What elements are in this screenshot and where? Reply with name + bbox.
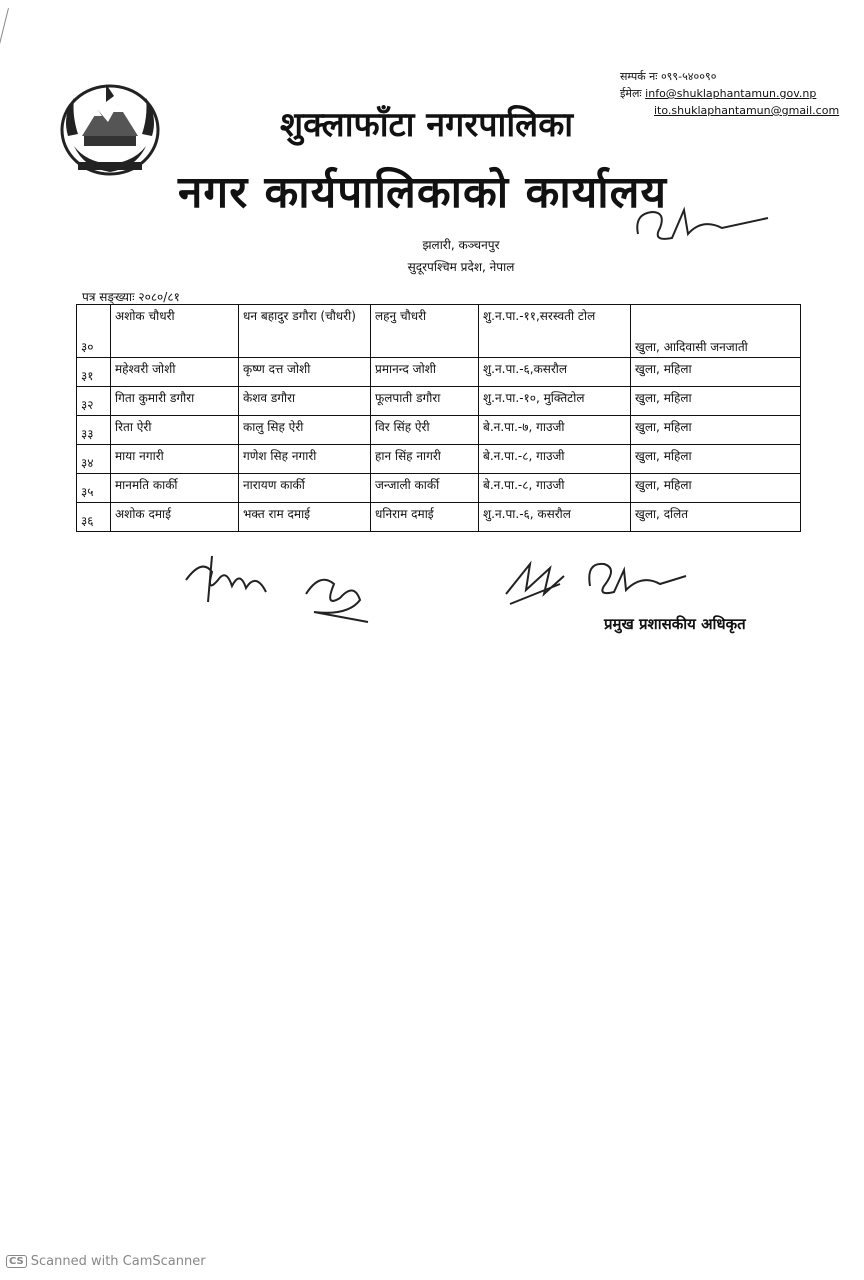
signatory-title: प्रमुख प्रशासकीय अधिकृत	[604, 615, 746, 633]
cell-address: शु.न.पा.-११,सरस्वती टोल	[479, 305, 631, 358]
candidate-table	[76, 304, 801, 532]
cell-category: खुला, आदिवासी जनजाती	[631, 305, 801, 358]
cell-name: गिता कुमारी डगौरा	[111, 387, 239, 416]
cell-father: कालु सिह ऐरी	[239, 416, 371, 445]
email-link-1[interactable]: info@shuklaphantamun.gov.np	[645, 87, 817, 100]
cell-address: बे.न.पा.-८, गाउजी	[479, 445, 631, 474]
cell-father: गणेश सिह नगारी	[239, 445, 371, 474]
scan-edge-line	[0, 8, 9, 222]
signature-1	[182, 550, 272, 606]
contact-block	[620, 68, 839, 119]
cell-grandfather: प्रमानन्द जोशी	[371, 358, 479, 387]
office-name: नगर कार्यपालिकाको कार्यालय	[178, 167, 667, 218]
cell-num: ३५	[77, 474, 111, 503]
cell-father: केशव डगौरा	[239, 387, 371, 416]
cell-name: अशोक चौधरी	[111, 305, 239, 358]
address-line-1: झलारी, कञ्चनपुर	[422, 238, 500, 252]
cell-category: खुला, महिला	[631, 358, 801, 387]
camscanner-watermark	[6, 1254, 206, 1269]
cell-father: कृष्ण दत्त जोशी	[239, 358, 371, 387]
address-line-2: सुदूरपश्चिम प्रदेश, नेपाल	[407, 260, 515, 274]
cell-address: बे.न.पा.-८, गाउजी	[479, 474, 631, 503]
office-address	[396, 234, 526, 278]
cell-father: नारायण कार्की	[239, 474, 371, 503]
cell-category: खुला, दलित	[631, 503, 801, 532]
table-row	[77, 416, 801, 445]
cell-name: अशोक दमाई	[111, 503, 239, 532]
cell-grandfather: फूलपाती डगौरा	[371, 387, 479, 416]
cell-father: भक्त राम दमाई	[239, 503, 371, 532]
table-row	[77, 474, 801, 503]
cell-grandfather: हान सिंह नागरी	[371, 445, 479, 474]
header-signature	[632, 198, 772, 250]
cell-category: खुला, महिला	[631, 445, 801, 474]
cell-grandfather: विर सिंह ऐरी	[371, 416, 479, 445]
cell-category: खुला, महिला	[631, 416, 801, 445]
signature-2	[300, 564, 372, 630]
cell-name: रिता ऐरी	[111, 416, 239, 445]
cell-address: बे.न.पा.-७, गाउजी	[479, 416, 631, 445]
cell-address: शु.न.पा.-६, कसरौल	[479, 503, 631, 532]
cell-address: शु.न.पा.-१०, मुक्तिटोल	[479, 387, 631, 416]
cell-name: मानमति कार्की	[111, 474, 239, 503]
cell-grandfather: जन्जाली कार्की	[371, 474, 479, 503]
table-row	[77, 305, 801, 358]
camscanner-text: Scanned with CamScanner	[30, 1254, 206, 1269]
cell-num: ३४	[77, 445, 111, 474]
signature-4	[580, 556, 690, 606]
cell-father: धन बहादुर डगौरा (चौधरी)	[239, 305, 371, 358]
cell-grandfather: लहनु चौधरी	[371, 305, 479, 358]
cell-category: खुला, महिला	[631, 474, 801, 503]
table-row	[77, 503, 801, 532]
table-row	[77, 358, 801, 387]
cell-name: माया नगारी	[111, 445, 239, 474]
cell-num: ३२	[77, 387, 111, 416]
cell-num: ३६	[77, 503, 111, 532]
letter-reference-number: पत्र सङ्ख्याः २०८०/८१	[82, 290, 180, 304]
nepal-emblem-icon	[54, 76, 166, 180]
cell-name: महेश्वरी जोशी	[111, 358, 239, 387]
cell-grandfather: धनिराम दमाई	[371, 503, 479, 532]
cell-num: ३१	[77, 358, 111, 387]
camscanner-logo-icon: CS	[6, 1255, 27, 1268]
email-link-2[interactable]: ito.shuklaphantamun@gmail.com	[654, 104, 840, 117]
email-label: ईमेलः	[620, 87, 642, 100]
contact-phone: सम्पर्क नः ०९९-५४००९०	[620, 70, 717, 83]
table-row	[77, 387, 801, 416]
cell-category: खुला, महिला	[631, 387, 801, 416]
organization-name: शुक्लाफाँटा नगरपालिका	[280, 105, 574, 145]
cell-num: ३०	[77, 305, 111, 358]
cell-address: शु.न.पा.-६,कसरौल	[479, 358, 631, 387]
cell-num: ३३	[77, 416, 111, 445]
signature-3	[500, 554, 570, 614]
table-row	[77, 445, 801, 474]
